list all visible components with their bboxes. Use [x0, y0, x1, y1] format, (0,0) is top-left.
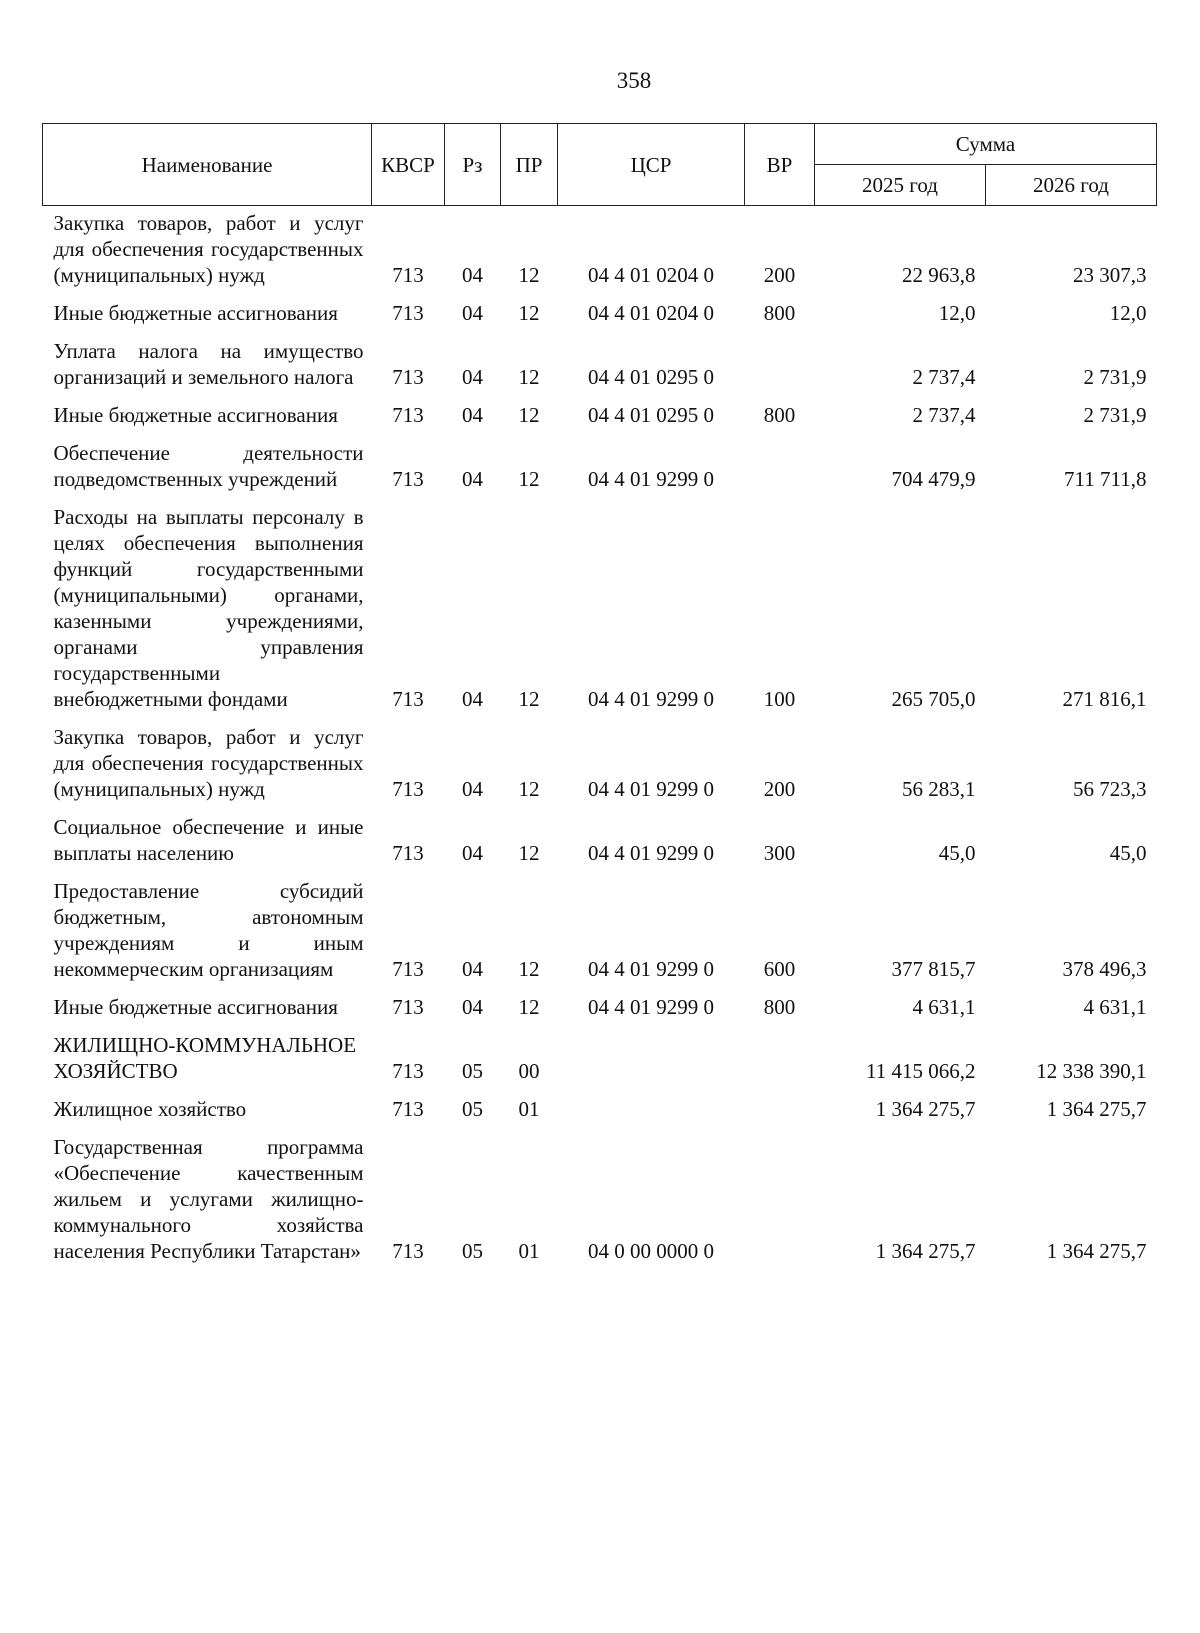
row-sum-2025: 11 415 066,2: [866, 1059, 976, 1083]
table-body: [43, 206, 1157, 1265]
row-csr: 04 4 01 0204 0: [588, 263, 714, 287]
row-vr: 100: [763, 687, 796, 711]
row-kvsr: 713: [392, 1239, 424, 1263]
row-vr: 800: [763, 403, 796, 427]
row-vr: [745, 428, 815, 492]
row-vr: [745, 1020, 815, 1084]
row-vr: 200: [763, 777, 796, 801]
row-csr: 04 0 00 0000 0: [588, 1239, 714, 1263]
row-rz: 04: [462, 777, 483, 801]
row-kvsr: 713: [392, 995, 424, 1019]
row-name: Иные бюджетные ассигнования: [53, 403, 338, 427]
row-kvsr: 713: [392, 403, 424, 427]
row-name: Закупка товаров, работ и услуг для обеспечения государственных (муниципальных) нужд: [53, 211, 364, 287]
row-name: Расходы на выплаты персоналу в целях обеспечения выполнения функций государственными (муниципальными) органами, казенными учреждениями, органами управления государственными внебюджетными фондами: [53, 505, 364, 711]
row-rz: 04: [462, 403, 483, 427]
row-csr: [558, 1020, 745, 1084]
row-rz: 04: [462, 687, 483, 711]
row-pr: 12: [518, 301, 540, 325]
header-name: Наименование: [43, 124, 372, 206]
header-year-2025: 2025 год: [815, 165, 986, 206]
row-name: Социальное обеспечение и иные выплаты населению: [53, 815, 364, 865]
row-name: Государственная программа «Обеспечение качественным жильем и услугами жилищно-коммунального хозяйства населения Республики Татарстан»: [53, 1135, 364, 1263]
row-name: Уплата налога на имущество организаций и земельного налога: [53, 339, 364, 389]
row-sum-2026: 4 631,1: [1083, 995, 1147, 1019]
row-kvsr: 713: [392, 687, 424, 711]
row-kvsr: 713: [392, 1059, 424, 1083]
row-sum-2025: 45,0: [938, 841, 976, 865]
table-row: [43, 492, 1157, 712]
row-rz: 04: [462, 301, 483, 325]
row-rz: 05: [462, 1239, 483, 1263]
row-pr: 00: [518, 1059, 540, 1083]
row-pr: 12: [518, 403, 540, 427]
row-sum-2025: 704 479,9: [891, 467, 976, 491]
row-vr: [745, 326, 815, 390]
row-name: Обеспечение деятельности подведомственных учреждений: [53, 441, 364, 491]
row-pr: 12: [518, 687, 540, 711]
row-pr: 12: [518, 995, 540, 1019]
table-row: [43, 1122, 1157, 1264]
row-sum-2026: 2 731,9: [1083, 403, 1147, 427]
row-vr: 600: [763, 957, 796, 981]
row-sum-2026: 12,0: [1109, 301, 1147, 325]
table-row: [43, 866, 1157, 982]
row-csr: 04 4 01 9299 0: [588, 687, 714, 711]
row-pr: 12: [518, 263, 540, 287]
row-pr: 12: [518, 957, 540, 981]
row-sum-2026: 2 731,9: [1083, 365, 1147, 389]
row-pr: 12: [518, 841, 540, 865]
row-kvsr: 713: [392, 467, 424, 491]
table-row: [43, 802, 1157, 866]
row-sum-2026: 12 338 390,1: [1036, 1059, 1147, 1083]
row-vr: [745, 1084, 815, 1122]
header-vr: ВР: [745, 124, 815, 206]
row-name: Закупка товаров, работ и услуг для обеспечения государственных (муниципальных) нужд: [53, 725, 364, 801]
table-row: [43, 326, 1157, 390]
row-sum-2026: 378 496,3: [1062, 957, 1147, 981]
table-row: [43, 982, 1157, 1020]
row-sum-2026: 271 816,1: [1062, 687, 1147, 711]
table-row: [43, 1020, 1157, 1084]
header-kvsr: КВСР: [372, 124, 445, 206]
row-csr: 04 4 01 9299 0: [588, 957, 714, 981]
row-rz: 04: [462, 841, 483, 865]
table-row: [43, 288, 1157, 326]
row-kvsr: 713: [392, 841, 424, 865]
row-sum-2026: 1 364 275,7: [1046, 1239, 1147, 1263]
row-csr: [558, 1084, 745, 1122]
row-sum-2025: 2 737,4: [912, 403, 976, 427]
row-rz: 04: [462, 995, 483, 1019]
header-rz: Рз: [445, 124, 501, 206]
row-pr: 12: [518, 777, 540, 801]
row-csr: 04 4 01 0204 0: [588, 301, 714, 325]
row-csr: 04 4 01 9299 0: [588, 777, 714, 801]
row-name: ЖИЛИЩНО-КОММУНАЛЬНОЕ ХОЗЯЙСТВО: [53, 1033, 357, 1083]
row-kvsr: 713: [392, 365, 424, 389]
header-pr: ПР: [501, 124, 558, 206]
table-row: [43, 206, 1157, 289]
row-kvsr: 713: [392, 777, 424, 801]
row-sum-2025: 1 364 275,7: [875, 1097, 976, 1121]
row-vr: 300: [763, 841, 796, 865]
row-name: Предоставление субсидий бюджетным, автономным учреждениям и иным некоммерческим организациям: [53, 879, 364, 981]
row-pr: 01: [518, 1239, 540, 1263]
row-sum-2025: 4 631,1: [912, 995, 976, 1019]
header-sum: Сумма: [815, 124, 1157, 165]
row-sum-2025: 377 815,7: [891, 957, 976, 981]
row-kvsr: 713: [392, 301, 424, 325]
header-csr: ЦСР: [558, 124, 745, 206]
row-rz: 04: [462, 365, 483, 389]
header-year-2026: 2026 год: [986, 165, 1157, 206]
row-sum-2025: 56 283,1: [902, 777, 976, 801]
row-csr: 04 4 01 0295 0: [588, 365, 714, 389]
row-rz: 04: [462, 467, 483, 491]
row-kvsr: 713: [392, 1097, 424, 1121]
row-vr: [745, 1122, 815, 1264]
row-name: Жилищное хозяйство: [53, 1097, 247, 1121]
row-sum-2025: 22 963,8: [902, 263, 976, 287]
table-row: [43, 390, 1157, 428]
row-csr: 04 4 01 9299 0: [588, 467, 714, 491]
row-sum-2026: 23 307,3: [1073, 263, 1147, 287]
row-kvsr: 713: [392, 263, 424, 287]
row-sum-2026: 45,0: [1109, 841, 1147, 865]
budget-table: [42, 123, 1157, 1264]
row-name: Иные бюджетные ассигнования: [53, 301, 338, 325]
row-vr: 800: [763, 301, 796, 325]
table-row: [43, 712, 1157, 802]
row-sum-2025: 12,0: [938, 301, 976, 325]
row-pr: 01: [518, 1097, 540, 1121]
row-csr: 04 4 01 0295 0: [588, 403, 714, 427]
row-sum-2026: 711 711,8: [1064, 467, 1147, 491]
row-pr: 12: [518, 467, 540, 491]
row-sum-2026: 56 723,3: [1073, 777, 1147, 801]
row-rz: 05: [462, 1097, 483, 1121]
row-sum-2026: 1 364 275,7: [1046, 1097, 1147, 1121]
row-rz: 04: [462, 263, 483, 287]
row-sum-2025: 265 705,0: [891, 687, 976, 711]
table-header: [43, 124, 1157, 206]
row-rz: 04: [462, 957, 483, 981]
table-row: [43, 428, 1157, 492]
row-csr: 04 4 01 9299 0: [588, 841, 714, 865]
page-number: 358: [616, 68, 652, 93]
row-vr: 800: [763, 995, 796, 1019]
row-name: Иные бюджетные ассигнования: [53, 995, 338, 1019]
row-kvsr: 713: [392, 957, 424, 981]
row-sum-2025: 1 364 275,7: [875, 1239, 976, 1263]
table-row: [43, 1084, 1157, 1122]
row-rz: 05: [462, 1059, 483, 1083]
row-sum-2025: 2 737,4: [912, 365, 976, 389]
row-csr: 04 4 01 9299 0: [588, 995, 714, 1019]
row-vr: 200: [763, 263, 796, 287]
row-pr: 12: [518, 365, 540, 389]
